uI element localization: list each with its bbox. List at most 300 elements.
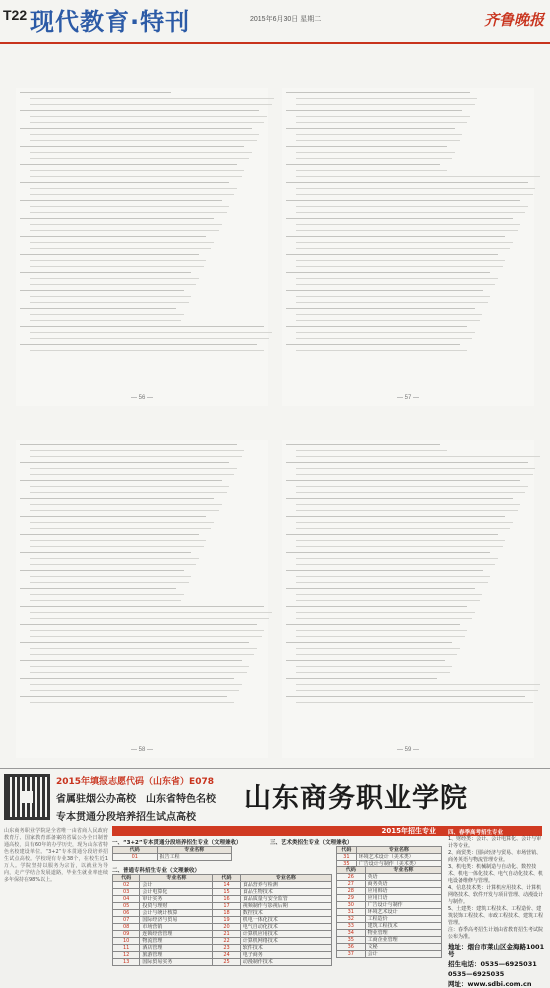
text-line xyxy=(30,558,199,559)
text-line xyxy=(20,534,199,535)
text-line xyxy=(30,134,259,135)
column-header: 专业名称 xyxy=(140,875,213,882)
text-line xyxy=(286,462,528,463)
ribbon-label: 2015年招生专业 xyxy=(381,827,436,835)
text-line xyxy=(286,444,440,445)
program-name: 国际经济与贸易 xyxy=(140,917,213,924)
text-line xyxy=(20,570,184,571)
program-name: 报告工程 xyxy=(157,854,231,861)
program-name: 工程造价 xyxy=(365,916,441,923)
text-line xyxy=(30,654,254,655)
text-line xyxy=(30,702,234,703)
program-code: 33 xyxy=(337,923,366,930)
column-header: 专业名称 xyxy=(240,875,331,882)
program-code: 11 xyxy=(113,945,140,952)
program-table-3 xyxy=(336,866,442,958)
program-code: 22 xyxy=(213,938,240,945)
text-line xyxy=(30,540,206,541)
table-row xyxy=(113,882,332,889)
program-name: 广告设计与制作（美术类） xyxy=(356,861,441,868)
column-header: 专业名称 xyxy=(365,867,441,874)
text-line xyxy=(20,678,234,679)
table-row xyxy=(337,951,442,958)
program-code: 27 xyxy=(337,881,366,888)
table-row xyxy=(337,937,442,944)
text-line xyxy=(296,350,467,351)
text-line xyxy=(30,188,237,189)
text-line xyxy=(286,642,452,643)
program-name: 英语 xyxy=(365,874,441,881)
text-line xyxy=(286,200,520,201)
program-code: 03 xyxy=(113,889,140,896)
text-line xyxy=(296,672,450,673)
program-name: 机电一体化技术 xyxy=(240,917,331,924)
text-line xyxy=(30,332,272,333)
table-row xyxy=(113,938,332,945)
section-title: 现代教育·特刊 xyxy=(30,8,191,36)
text-line xyxy=(20,552,191,553)
text-line xyxy=(296,284,495,285)
table-row xyxy=(337,909,442,916)
program-code: 35 xyxy=(337,861,357,868)
text-line xyxy=(296,230,518,231)
text-line xyxy=(296,528,510,529)
program-code: 07 xyxy=(113,917,140,924)
text-line xyxy=(296,122,467,123)
text-line xyxy=(286,326,467,327)
text-line xyxy=(30,302,189,303)
program-code: 10 xyxy=(113,938,140,945)
text-line xyxy=(30,474,234,475)
program-code: 21 xyxy=(213,931,240,938)
program-name: 旅游管理 xyxy=(140,952,213,959)
text-line xyxy=(286,696,525,697)
issue-date: 2015年6月30日 星期二 xyxy=(250,16,322,23)
text-line xyxy=(286,182,528,183)
text-line xyxy=(30,546,204,547)
program-code: 08 xyxy=(113,924,140,931)
spring-program-item: 4、信息技术类：计算机应用技术、计算机网络技术、软件开发与项目管理、动漫设计与制作。 xyxy=(448,885,544,905)
text-line xyxy=(296,450,447,451)
text-line xyxy=(286,146,447,147)
text-line xyxy=(20,146,244,147)
program-name: 计算机应用技术 xyxy=(240,931,331,938)
text-line xyxy=(296,206,528,207)
text-line xyxy=(296,594,482,595)
text-line xyxy=(296,456,540,457)
text-line xyxy=(30,116,267,117)
exam-text-lines xyxy=(16,444,268,703)
program-name: 数控技术 xyxy=(240,910,331,917)
table-row xyxy=(113,952,332,959)
text-line xyxy=(30,320,181,321)
program-code: 18 xyxy=(213,910,240,917)
text-line xyxy=(30,260,206,261)
program-code: 29 xyxy=(337,895,366,902)
text-line xyxy=(30,564,196,565)
text-line xyxy=(296,248,510,249)
text-line xyxy=(20,128,252,129)
text-line xyxy=(296,176,540,177)
program-code: 02 xyxy=(113,882,140,889)
text-line xyxy=(20,218,214,219)
program-code: 31 xyxy=(337,854,357,861)
program-code: 05 xyxy=(113,903,140,910)
text-line xyxy=(20,110,259,111)
column-header: 代码 xyxy=(113,847,158,854)
ad-header xyxy=(56,774,246,823)
program-name: 会计电算化 xyxy=(140,889,213,896)
table-row xyxy=(113,959,332,966)
table-row xyxy=(337,923,442,930)
text-line xyxy=(296,492,525,493)
text-line xyxy=(30,170,244,171)
masthead xyxy=(0,0,550,44)
table-row xyxy=(113,889,332,896)
text-line xyxy=(296,170,447,171)
text-line xyxy=(286,164,440,165)
exam-text-lines xyxy=(16,92,268,351)
table-row xyxy=(337,888,442,895)
program-name: 广告设计与制作 xyxy=(365,902,441,909)
text-line xyxy=(20,696,227,697)
program-name: 食品生物技术 xyxy=(240,889,331,896)
text-line xyxy=(20,444,237,445)
column-header: 代码 xyxy=(113,875,140,882)
program-code: 30 xyxy=(337,902,366,909)
spring-program-item: 注：春季高考招生计划由省教育招生考试院公布为准。 xyxy=(448,927,544,940)
text-line xyxy=(30,158,249,159)
text-line xyxy=(286,290,483,291)
text-line xyxy=(286,254,498,255)
table-row xyxy=(113,917,332,924)
program-name: 电子商务 xyxy=(240,952,331,959)
page-number: T22 xyxy=(3,7,28,23)
ad-tagline-2: 专本贯通分段培养招生试点高校 xyxy=(56,812,196,823)
table-row xyxy=(337,881,442,888)
text-line xyxy=(30,600,181,601)
text-line xyxy=(30,612,272,613)
program-name: 软件技术 xyxy=(240,945,331,952)
program-table-2 xyxy=(112,874,332,966)
program-table-1 xyxy=(112,846,232,861)
text-line xyxy=(30,468,237,469)
program-code: 19 xyxy=(213,917,240,924)
text-line xyxy=(296,522,513,523)
text-line xyxy=(296,296,490,297)
program-name: 视频制作与影视后期 xyxy=(240,903,331,910)
text-line xyxy=(30,666,249,667)
text-line xyxy=(30,152,252,153)
text-line xyxy=(286,660,445,661)
exam-sheet-4 xyxy=(282,440,534,758)
exam-text-lines xyxy=(282,444,534,703)
text-line xyxy=(30,212,227,213)
text-line xyxy=(20,588,176,589)
program-code: 15 xyxy=(213,889,240,896)
text-line xyxy=(286,534,498,535)
text-line xyxy=(30,636,262,637)
program-code: 17 xyxy=(213,903,240,910)
text-line xyxy=(20,308,176,309)
text-line xyxy=(30,296,191,297)
spring-program-item: 2、商贸类：国际经济与贸易、市场营销、商务英语与物流管理专业。 xyxy=(448,850,542,863)
spring-program-item: 1、财经类：会计、会计电算化、会计与审计等专业。 xyxy=(448,836,542,849)
spring-program-item: 3、机电类：机械制造与自动化、数控技术、机电一体化技术、电气自动化技术、机电设备维修与管理。 xyxy=(448,864,544,884)
table-row xyxy=(113,896,332,903)
text-line xyxy=(286,678,437,679)
table-row xyxy=(113,945,332,952)
text-line xyxy=(286,92,470,93)
text-line xyxy=(30,510,219,511)
text-line xyxy=(30,314,184,315)
text-line xyxy=(296,702,533,703)
text-line xyxy=(296,612,475,613)
text-line xyxy=(20,498,214,499)
sheet-page-number: — 59 — xyxy=(396,747,419,753)
program-code: 14 xyxy=(213,882,240,889)
sheet-page-number: — 57 — xyxy=(396,395,419,401)
text-line xyxy=(296,104,475,105)
text-line xyxy=(30,230,219,231)
text-line xyxy=(296,314,482,315)
text-line xyxy=(30,206,229,207)
text-line xyxy=(30,582,189,583)
program-name: 会计 xyxy=(365,951,441,958)
text-line xyxy=(286,570,483,571)
college-intro: 山东商务职业学院是全省唯一由省商人民政府教育厅、国家教育部备案的省属公办全日制普通高校，具有60年的办学历史，现为山东省特色名校建设单位。“3+2”专本贯通分段培养招生试点高校。学校现有专业38个，在校生近1万人。学院坚持以服务为宗旨，以就业为导向，走产学结合发展道路，毕业生就业率连续多年保持在98%以上。 xyxy=(4,828,108,883)
text-line xyxy=(20,344,257,345)
text-line xyxy=(30,224,222,225)
column-header: 代码 xyxy=(337,867,366,874)
text-line xyxy=(296,338,472,339)
program-name: 食品营养与检测 xyxy=(240,882,331,889)
text-line xyxy=(296,134,462,135)
text-line xyxy=(296,224,520,225)
section-heading-2: 二、普通专科招生专业（文理兼收） xyxy=(112,868,201,874)
text-line xyxy=(296,152,455,153)
program-code: 35 xyxy=(337,937,366,944)
text-line xyxy=(30,140,257,141)
text-line xyxy=(286,516,505,517)
college-website[interactable]: 网址：www.sdbi.com.cn xyxy=(448,980,532,988)
sheet-page-number: — 58 — xyxy=(130,747,153,753)
text-line xyxy=(296,618,472,619)
text-line xyxy=(30,450,244,451)
ad-tagline: 省属驻烟公办高校 山东省特色名校 xyxy=(56,794,216,805)
program-name: 电气自动化技术 xyxy=(240,924,331,931)
text-line xyxy=(286,272,490,273)
text-line xyxy=(296,600,480,601)
text-line xyxy=(296,266,503,267)
program-code: 06 xyxy=(113,910,140,917)
text-line xyxy=(296,116,470,117)
spring-exam-programs xyxy=(448,836,546,988)
text-line xyxy=(296,630,467,631)
text-line xyxy=(296,540,505,541)
text-line xyxy=(296,504,520,505)
column-header: 专业名称 xyxy=(356,847,441,854)
program-name: 工商企业管理 xyxy=(365,937,441,944)
text-line xyxy=(30,528,211,529)
text-line xyxy=(30,594,184,595)
text-line xyxy=(20,290,184,291)
text-line xyxy=(296,302,488,303)
text-line xyxy=(20,660,242,661)
text-line xyxy=(30,576,191,577)
text-line xyxy=(20,480,222,481)
text-line xyxy=(30,672,247,673)
text-line xyxy=(30,486,229,487)
table-row xyxy=(337,902,442,909)
text-line xyxy=(296,474,533,475)
sheet-page-number: — 56 — xyxy=(130,395,153,401)
text-line xyxy=(296,684,540,685)
program-code: 37 xyxy=(337,951,366,958)
text-line xyxy=(30,266,204,267)
text-line xyxy=(296,564,495,565)
program-name: 建筑工程技术 xyxy=(365,923,441,930)
text-line xyxy=(20,462,229,463)
section-heading-4: 四、春季高考招生专业 xyxy=(448,830,504,836)
table-row xyxy=(113,931,332,938)
text-line xyxy=(296,98,477,99)
program-code: 13 xyxy=(113,959,140,966)
text-line xyxy=(296,666,452,667)
text-line xyxy=(296,558,498,559)
text-line xyxy=(296,158,452,159)
exam-sheet-1 xyxy=(16,88,268,406)
text-line xyxy=(30,350,264,351)
text-line xyxy=(30,504,222,505)
text-line xyxy=(296,212,525,213)
text-line xyxy=(296,510,518,511)
text-line xyxy=(296,260,505,261)
text-line xyxy=(296,140,460,141)
program-code: 31 xyxy=(337,909,366,916)
text-line xyxy=(286,498,513,499)
table-row xyxy=(337,916,442,923)
text-line xyxy=(296,194,533,195)
college-address: 地址：烟台市莱山区金海路1001号 xyxy=(448,943,545,958)
text-line xyxy=(20,92,171,93)
program-code: 36 xyxy=(337,944,366,951)
text-line xyxy=(20,272,191,273)
program-code: 04 xyxy=(113,896,140,903)
exam-sheet-3 xyxy=(16,440,268,758)
text-line xyxy=(30,690,239,691)
column-header: 代码 xyxy=(213,875,240,882)
program-name: 投资与理财 xyxy=(140,903,213,910)
admission-phone: 招生电话：0535—6925031 xyxy=(448,960,537,968)
table-row xyxy=(337,930,442,937)
program-name: 审计实务 xyxy=(140,896,213,903)
spring-program-item: 5、土建类：建筑工程技术、工程造价、建筑装饰工程技术、市政工程技术、建筑工程管理。 xyxy=(448,906,544,926)
text-line xyxy=(296,636,465,637)
text-line xyxy=(296,242,513,243)
newspaper-logo: 齐鲁晚报 xyxy=(483,11,544,29)
program-code: 34 xyxy=(337,930,366,937)
text-line xyxy=(30,284,196,285)
program-name: 商务英语 xyxy=(365,881,441,888)
text-line xyxy=(286,588,475,589)
table-row xyxy=(113,854,232,861)
table-row xyxy=(113,924,332,931)
text-line xyxy=(286,344,460,345)
text-line xyxy=(30,278,199,279)
program-code: 12 xyxy=(113,952,140,959)
text-line xyxy=(286,606,467,607)
text-line xyxy=(286,480,520,481)
text-line xyxy=(30,242,214,243)
text-line xyxy=(286,552,490,553)
admission-phone-2: 0535—6925035 xyxy=(448,970,505,978)
column-header: 专业名称 xyxy=(157,847,231,854)
program-name: 酒店管理 xyxy=(140,945,213,952)
table-row xyxy=(113,910,332,917)
program-code: 01 xyxy=(113,854,158,861)
text-line xyxy=(30,338,269,339)
ad-code-line: 2015年填报志愿代码（山东省）E078 xyxy=(56,777,214,787)
text-line xyxy=(30,630,264,631)
exam-text-lines xyxy=(282,92,534,351)
text-line xyxy=(30,618,269,619)
text-line xyxy=(20,254,199,255)
text-line xyxy=(20,164,237,165)
text-line xyxy=(30,98,274,99)
art-program-table xyxy=(336,846,442,868)
program-code: 26 xyxy=(337,874,366,881)
text-line xyxy=(30,456,242,457)
program-name: 会计 xyxy=(140,882,213,889)
text-line xyxy=(286,308,475,309)
text-line xyxy=(296,582,488,583)
text-line xyxy=(30,176,242,177)
text-line xyxy=(296,468,535,469)
program-code: 16 xyxy=(213,896,240,903)
text-line xyxy=(286,128,455,129)
program-name: 连锁经营管理 xyxy=(140,931,213,938)
text-line xyxy=(30,684,242,685)
text-line xyxy=(20,624,257,625)
program-name: 文秘 xyxy=(365,944,441,951)
program-code: 24 xyxy=(213,952,240,959)
program-name: 国际贸易实务 xyxy=(140,959,213,966)
qr-code-icon[interactable] xyxy=(4,774,50,820)
text-line xyxy=(30,492,227,493)
text-line xyxy=(296,486,528,487)
text-line xyxy=(296,188,535,189)
column-header: 代码 xyxy=(337,847,357,854)
text-line xyxy=(296,654,457,655)
program-name: 物流管理 xyxy=(140,938,213,945)
table-row xyxy=(337,895,442,902)
text-line xyxy=(20,642,249,643)
text-line xyxy=(286,110,462,111)
text-line xyxy=(296,332,475,333)
program-code: 25 xyxy=(213,959,240,966)
program-name: 应用日语 xyxy=(365,895,441,902)
text-line xyxy=(20,326,264,327)
program-code: 23 xyxy=(213,945,240,952)
text-line xyxy=(20,236,206,237)
text-line xyxy=(296,546,503,547)
program-name: 动漫制作技术 xyxy=(240,959,331,966)
table-row xyxy=(337,854,442,861)
section-heading-3: 三、艺术类招生专业（文理兼收） xyxy=(270,840,353,846)
text-line xyxy=(30,122,264,123)
table-row xyxy=(337,944,442,951)
